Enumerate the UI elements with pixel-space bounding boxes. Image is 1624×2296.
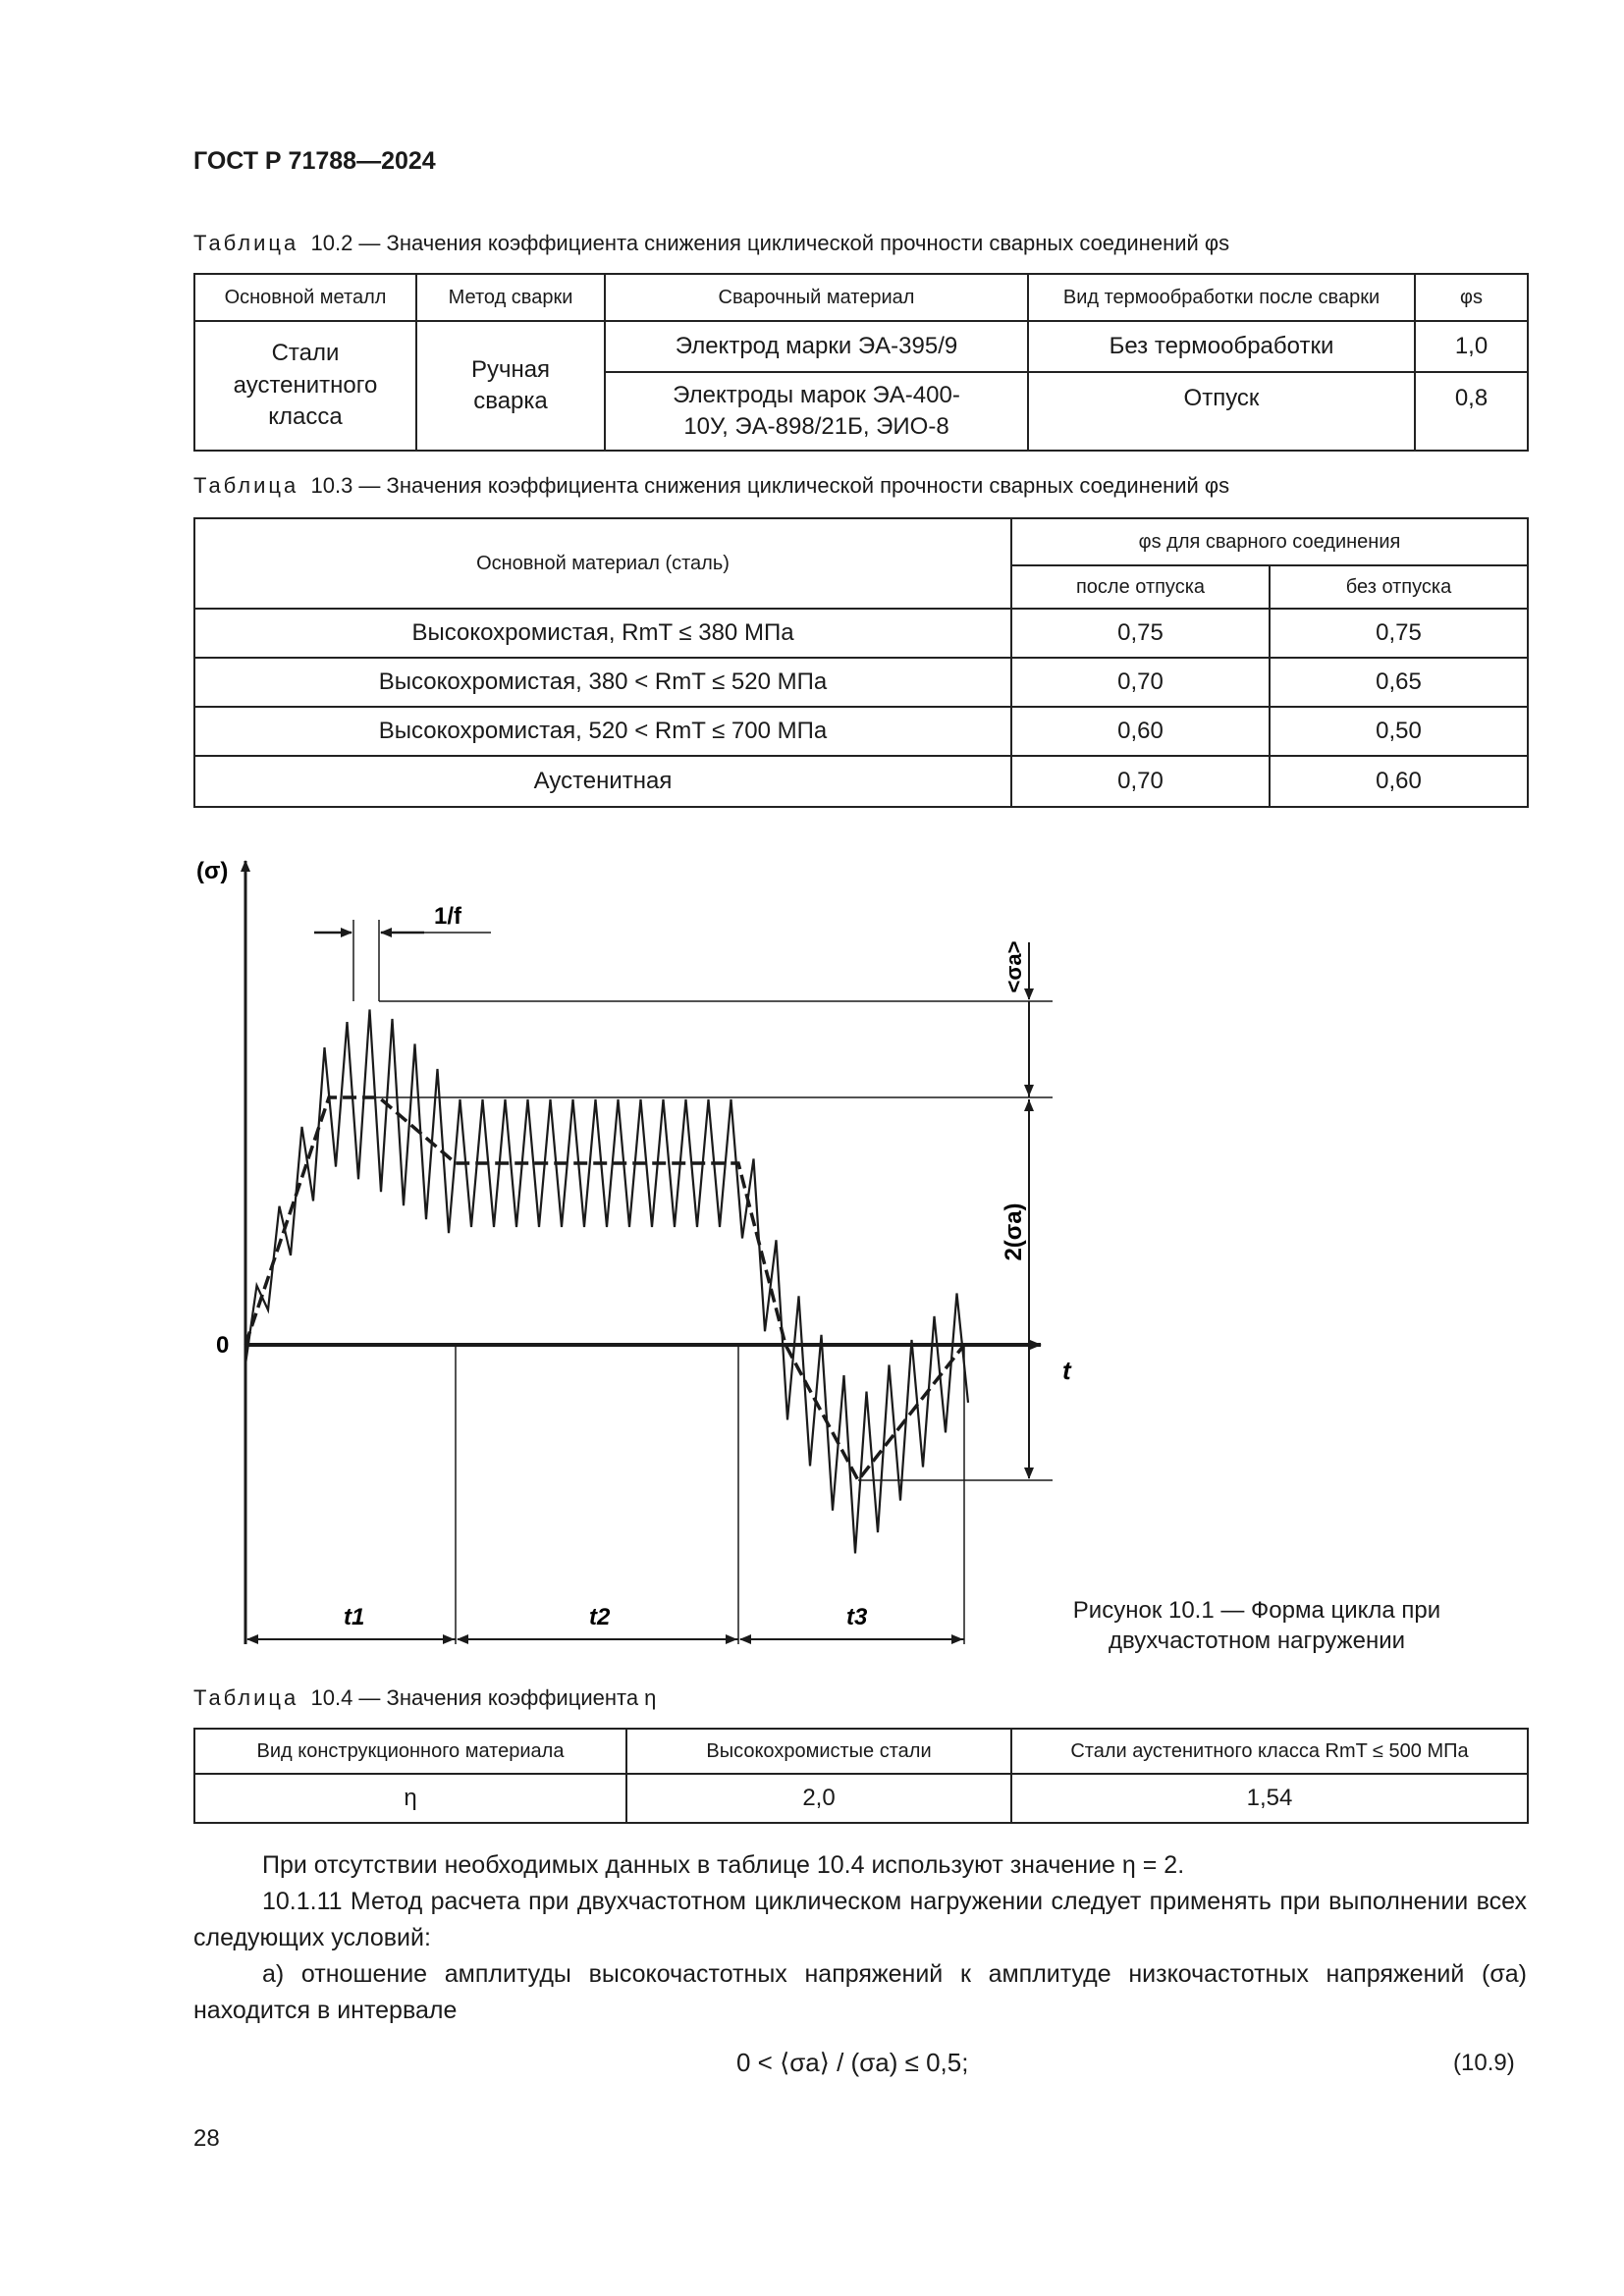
- cell-without: 0,50: [1270, 707, 1528, 756]
- cell-without: 0,75: [1270, 609, 1528, 658]
- cell-treatment: Отпуск: [1028, 372, 1415, 451]
- document-id: ГОСТ Р 71788—2024: [193, 147, 436, 175]
- figure-10-1: [177, 839, 1080, 1664]
- table-10-2: [193, 273, 1529, 452]
- table-10-3: [193, 517, 1529, 808]
- formula-10-9: 0 < ⟨σa⟩ / (σa) ≤ 0,5;: [736, 2048, 969, 2077]
- cell-material: Высокохромистая, 520 < RmT ≤ 700 МПа: [194, 707, 1011, 756]
- paragraph-condition-a: [193, 1956, 1527, 2029]
- lf-amp-label: 2(σa): [1001, 1202, 1027, 1261]
- cell-after: 0,60: [1011, 707, 1270, 756]
- period-label: 1/f: [434, 903, 462, 930]
- table-caption-prefix: Таблица: [193, 1685, 299, 1710]
- paragraph-default-eta: При отсутствии необходимых данных в таблице 10.4 используют значение η = 2.: [262, 1851, 1185, 1879]
- header-material-type: Вид конструкционного материала: [194, 1729, 626, 1774]
- cell-material: Электроды марок ЭА-400-10У, ЭА-898/21Б, ЭИО-8: [605, 372, 1028, 451]
- figure-10-1-caption: [1060, 1595, 1453, 1656]
- header-material: Сварочный материал: [605, 274, 1028, 321]
- header-treatment: Вид термообработки после сварки: [1028, 274, 1415, 321]
- table-10-3-caption: [193, 473, 1229, 499]
- cell-without: 0,65: [1270, 658, 1528, 707]
- table-caption-text: 10.4 — Значения коэффициента η: [310, 1685, 657, 1710]
- cell-after: 0,75: [1011, 609, 1270, 658]
- formula-number: (10.9): [1453, 2050, 1515, 2076]
- cell-phi: 1,0: [1415, 321, 1528, 372]
- page-number: 28: [193, 2125, 220, 2152]
- hf-amp-label: <σa>: [1001, 940, 1026, 993]
- header-high-chromium: Высокохромистые стали: [626, 1729, 1011, 1774]
- header-after-tempering: после отпуска: [1011, 565, 1270, 609]
- figure-caption-line2: двухчастотном нагружении: [1108, 1628, 1406, 1655]
- t1-label: t1: [344, 1604, 365, 1630]
- cell-after: 0,70: [1011, 658, 1270, 707]
- condition-a-end: к амплитуде низкочастотных напряжений (σa) находится в интервале: [193, 1960, 1527, 2024]
- table-caption-prefix: Таблица: [193, 231, 299, 255]
- header-base-metal: Основной металл: [194, 274, 416, 321]
- y-axis-label: (σ): [196, 858, 229, 884]
- cell-material: Аустенитная: [194, 756, 1011, 807]
- table-caption-prefix: Таблица: [193, 473, 299, 498]
- cell-austenitic: 1,54: [1011, 1774, 1528, 1823]
- table-10-4-caption: [193, 1685, 656, 1711]
- figure-caption-line1: Рисунок 10.1 — Форма цикла при: [1072, 1597, 1441, 1624]
- table-10-4: [193, 1728, 1529, 1824]
- paragraph-10-1-11: 10.1.11 Метод расчета при двухчастотном циклическом нагружении следует применять при выполнении всех следующих условий:: [193, 1888, 1527, 1951]
- t-axis-label: t: [1062, 1356, 1071, 1385]
- cell-base-metal: Стали аустенитного класса: [194, 321, 416, 451]
- header-austenitic: Стали аустенитного класса RmT ≤ 500 МПа: [1011, 1729, 1528, 1774]
- header-without-tempering: без отпуска: [1270, 565, 1528, 609]
- cell-phi: 0,8: [1415, 372, 1528, 451]
- cell-without: 0,60: [1270, 756, 1528, 807]
- cell-after: 0,70: [1011, 756, 1270, 807]
- low-frequency-envelope: [245, 1097, 964, 1480]
- condition-a-start: а) отношение амплитуды высокочастотных напряжений: [262, 1960, 944, 1988]
- t2-label: t2: [589, 1604, 611, 1630]
- table-caption-text: 10.2 — Значения коэффициента снижения циклической прочности сварных соединений φs: [310, 231, 1230, 255]
- header-phi: φs: [1415, 274, 1528, 321]
- header-method: Метод сварки: [416, 274, 605, 321]
- table-caption-text: 10.3 — Значения коэффициента снижения циклической прочности сварных соединений φs: [310, 473, 1230, 498]
- cell-material: Электрод марки ЭА-395/9: [605, 321, 1028, 372]
- cell-eta: η: [194, 1774, 626, 1823]
- header-material: Основной материал (сталь): [194, 518, 1011, 609]
- t3-label: t3: [846, 1604, 868, 1630]
- cell-method: Ручная сварка: [416, 321, 605, 451]
- header-phi-group: φs для сварного соединения: [1011, 518, 1528, 565]
- cell-treatment: Без термообработки: [1028, 321, 1415, 372]
- cell-material: Высокохромистая, 380 < RmT ≤ 520 МПа: [194, 658, 1011, 707]
- table-10-2-caption: [193, 231, 1229, 256]
- zero-label: 0: [216, 1332, 230, 1359]
- cell-material: Высокохромистая, RmT ≤ 380 МПа: [194, 609, 1011, 658]
- cell-high-chromium: 2,0: [626, 1774, 1011, 1823]
- high-frequency-signal: [245, 1009, 968, 1553]
